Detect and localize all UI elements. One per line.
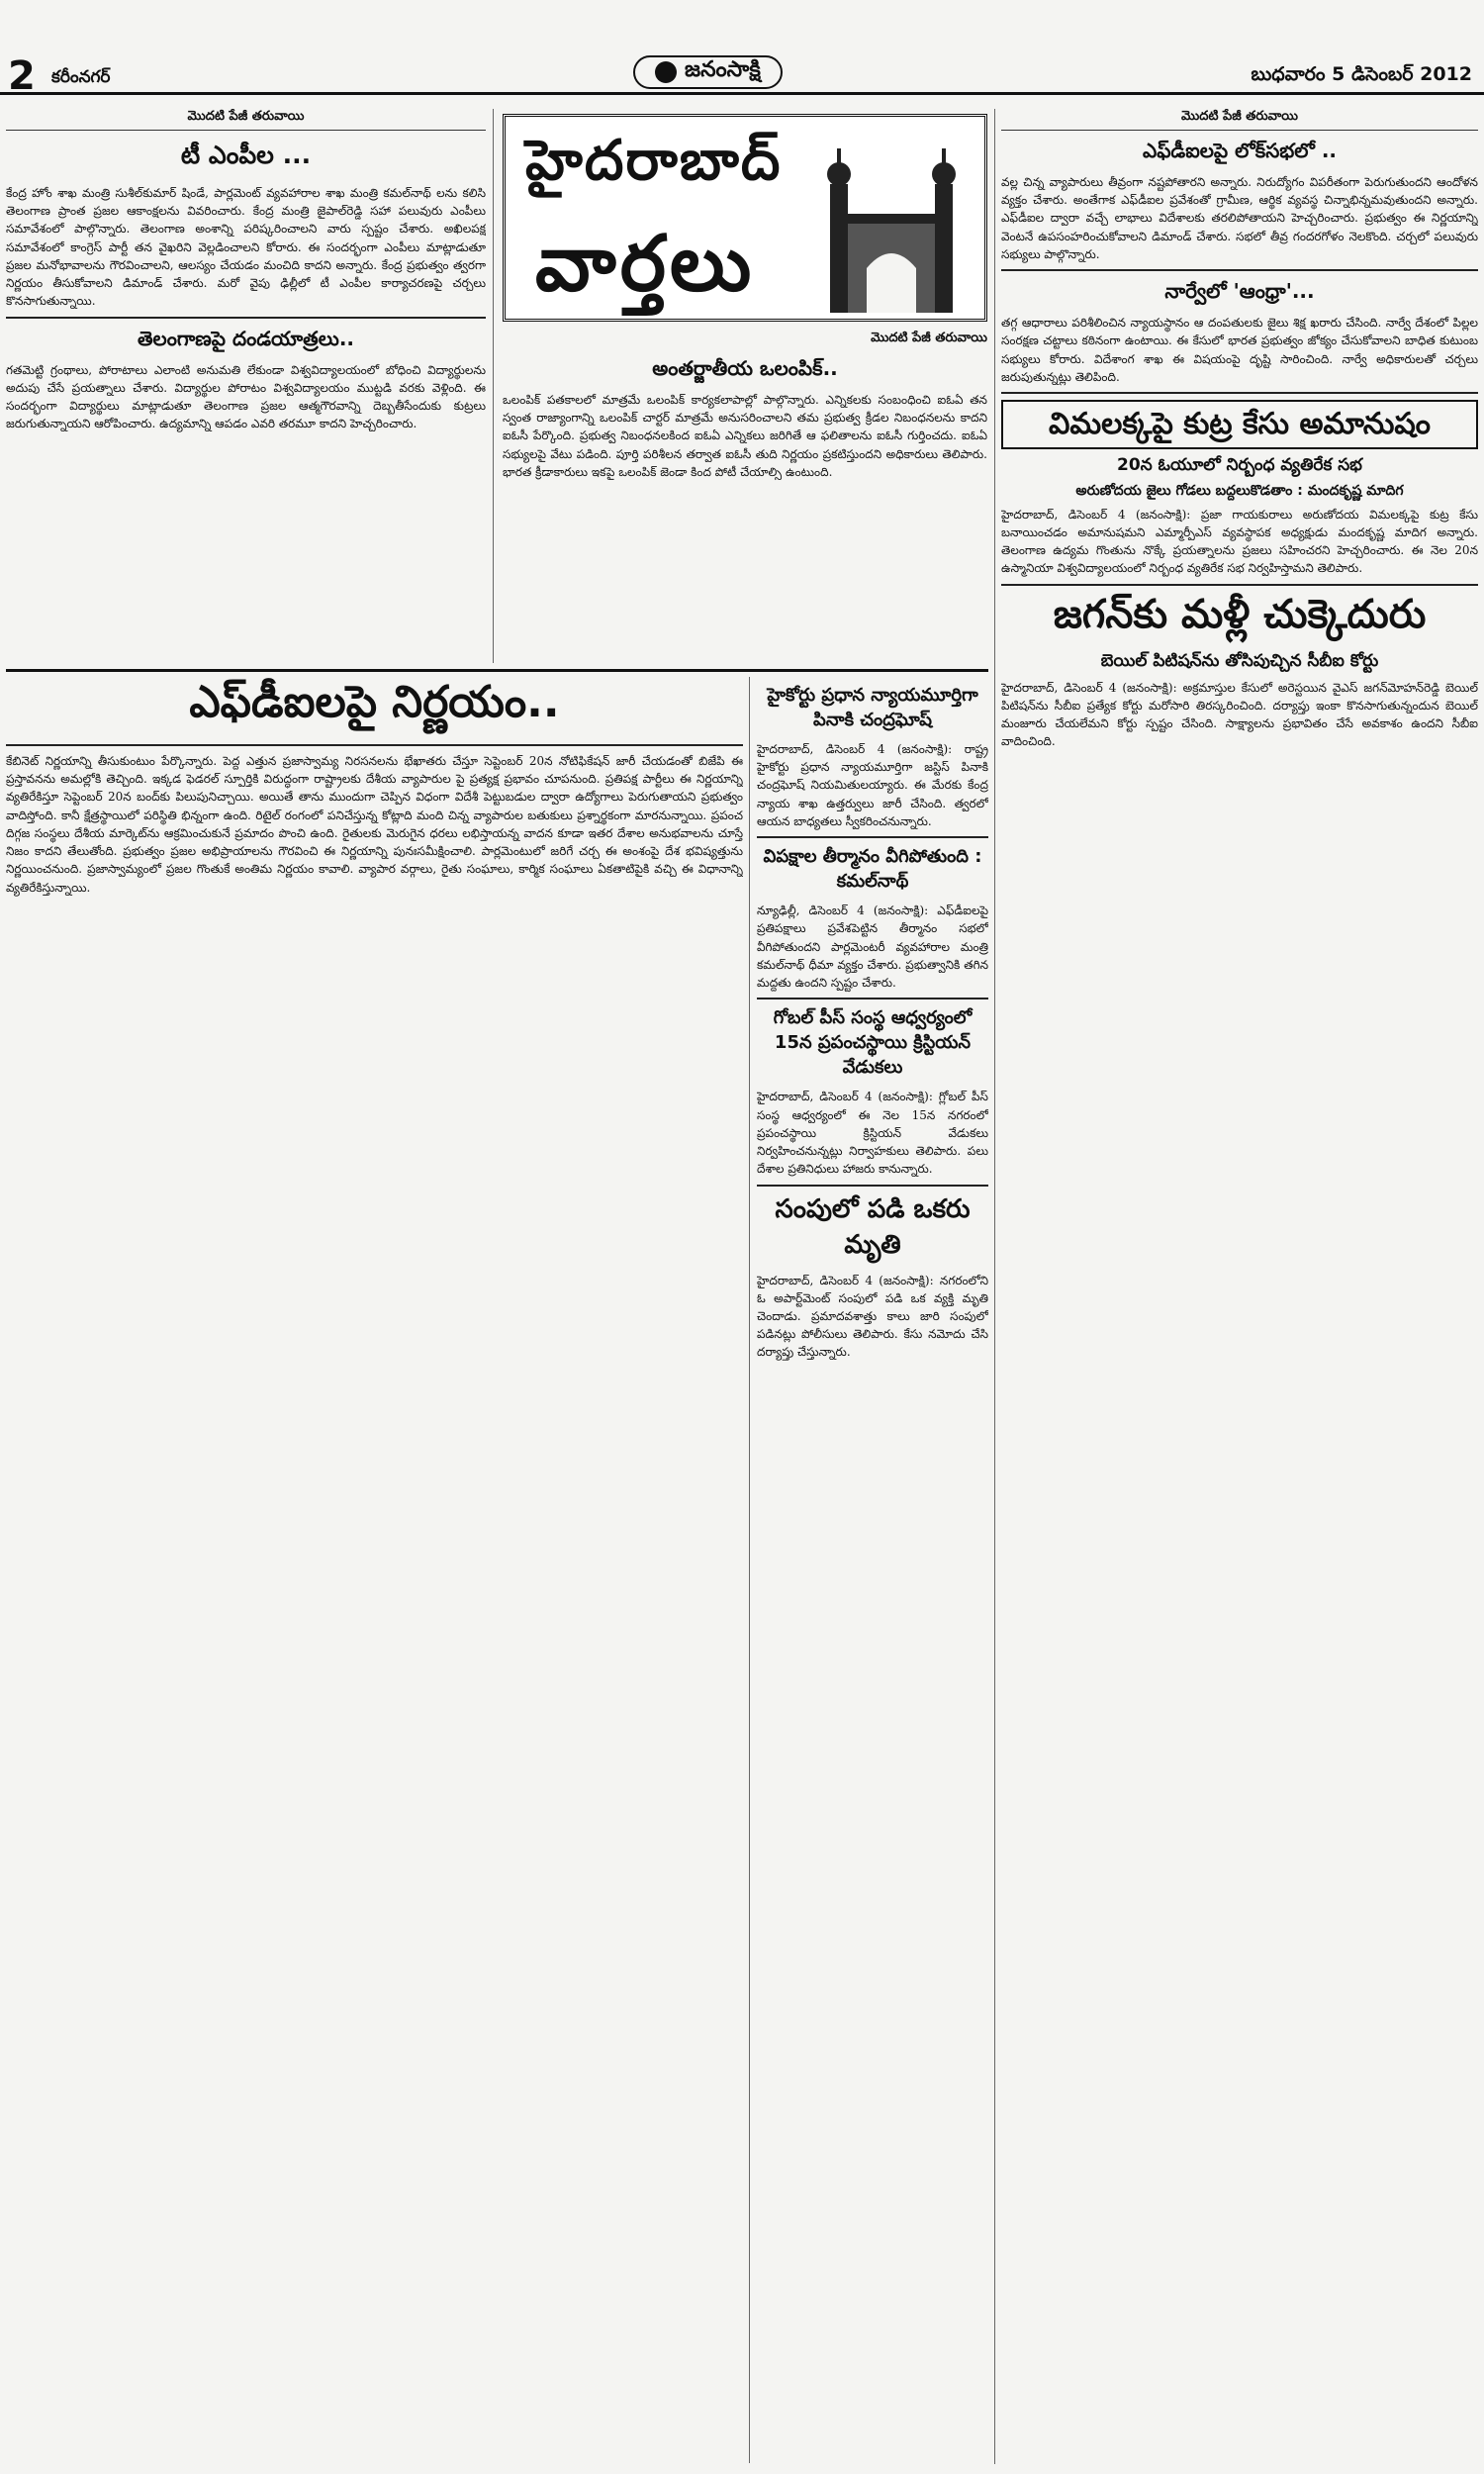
divider	[6, 744, 743, 746]
story-headline: అంతర్జాతీయ ఒలంపిక్..	[652, 356, 838, 380]
column-divider	[493, 109, 494, 663]
side-stories	[757, 677, 988, 2463]
divider	[757, 998, 988, 999]
continued-kicker: మొదటి పేజీ తరువాయి	[1001, 109, 1478, 131]
section-divider	[6, 669, 988, 672]
banner-story	[503, 331, 987, 657]
story-body: హైదరాబాద్, డిసెంబర్ 4 (జనంసాక్షి): రాష్ట్ర హైకోర్టు ప్రధాన న్యాయమూర్తిగా జస్టిస్ పినాకి చంద్రఘోష్ నియమితులయ్యారు. ఈ మేరకు కేంద్ర న్యాయ శాఖ ఉత్తర్వులు జారీ చేసింది. త్వరలో ఆయన బాధ్యతలు స్వీకరించనున్నారు.	[757, 742, 988, 828]
story-body: హైదరాబాద్, డిసెంబర్ 4 (జనంసాక్షి): గ్లోబల్ పీస్ సంస్థ ఆధ్వర్యంలో ఈ నెల 15న నగరంలో ప్రపంచస్థాయి క్రిస్టియన్ వేడుకలు నిర్వహించనున్నట్లు నిర్వాహకులు తెలిపారు. పలు దేశాల ప్రతినిధులు హాజరు కానున్నారు.	[757, 1090, 988, 1177]
masthead	[633, 55, 783, 89]
divider	[6, 317, 486, 319]
story-headline: గోబల్ పీస్ సంస్థ ఆధ్వర్యంలో 15న ప్రపంచస్థాయి క్రిస్టియన్ వేడుకలు	[773, 1007, 973, 1079]
issue-date: బుధవారం 5 డిసెంబర్ 2012	[1251, 63, 1472, 85]
page-number: 2	[8, 53, 36, 99]
divider	[1001, 392, 1478, 394]
page-header	[0, 0, 1484, 99]
hyderabad-news-banner	[503, 114, 987, 322]
column-divider	[994, 109, 995, 2464]
column-divider	[749, 677, 750, 2463]
story-body: వల్ల చిన్న వ్యాపారులు తీవ్రంగా నష్టపోతారని అన్నారు. నిరుద్యోగం విపరీతంగా పెరుగుతుందని ఆందోళన వ్యక్తం చేశారు. అంతేగాక ఎఫ్‌డీఐల ప్రవేశంతో గ్రామీణ, ఆర్థిక వ్యవస్థ చిన్నాభిన్నమవుతుందని అన్నారు. ఎఫ్‌డీఐల ద్వారా వచ్చే లాభాలు విదేశాలకు తరలిపోతాయని హెచ్చరించారు. ప్రభుత్వం ఈ నిర్ణయాన్ని వెంటనే ఉపసంహరించుకోవాలని డిమాండ్ చేశారు. సభలో తీవ్ర గందరగోళం నెలకొంది. చర్చలో పలువురు సభ్యులు పాల్గొన్నారు.	[1001, 175, 1478, 261]
story-headline: ఎఫ్‌డీఐలపై లోక్‌సభలో ..	[1142, 139, 1338, 162]
continued-kicker: మొదటి పేజీ తరువాయి	[6, 109, 486, 131]
story-headline: విపక్షాల తీర్మానం వీగిపోతుంది : కమల్‌నాథ్	[763, 846, 982, 893]
lead-headline: ఎఫ్‌డీఐలపై నిర్ణయం..	[189, 677, 560, 727]
story-subheadline: అరుణోదయ జైలు గోడలు బద్దలుకొడతాం : మందకృష్ణ మాదిగ	[1075, 482, 1404, 499]
left-column	[6, 109, 486, 663]
story-headline: సంపులో పడి ఒకరు మృతి	[775, 1193, 971, 1260]
story-headline: జగన్‌కు మళ్లీ చుక్కెదురు	[1053, 591, 1427, 637]
lead-body: కేబినెట్ నిర్ణయాన్ని తీసుకుంటుం పేర్కొన్నారు. పెద్ద ఎత్తున ప్రజాస్వామ్య నిరసనలను భేఖాతరు చేస్తూ సెప్టెంబర్ 20న నోటిఫికేషన్ జారీ చేయడంతో బిజేపి ఈ ప్రస్తావనను అమల్లోకి తెచ్చింది. ఇక్కడ ఫెడరల్ స్పూర్తికి విరుద్ధంగా రాష్ట్రాలకు దేశీయ వ్యాపారుల పై ప్రత్యక్ష ప్రభావం చూపనుంది. ప్రతిపక్ష పార్టీలు ఈ నిర్ణయాన్ని వ్యతిరేకిస్తూ సెప్టెంబర్ 20న బంద్‌కు పిలుపునిచ్చాయి. అయితే తాను ముందుగా చెప్పిన విధంగా విదేశీ పెట్టుబడుల ద్వారా ఉద్యోగాలు పెరుగుతాయని ప్రభుత్వం వాదిస్తోంది. కానీ క్షేత్రస్థాయిలో పరిస్థితి భిన్నంగా ఉంది. రిటైల్ రంగంలో పనిచేస్తున్న కోట్లాది మంది చిన్న వ్యాపారుల బతుకులు ప్రశ్నార్థకంగా మారనున్నాయి. ప్రపంచ దిగ్గజ సంస్థలు దేశీయ మార్కెట్‌ను ఆక్రమించుకునే ప్రమాదం పొంచి ఉంది. రైతులకు మెరుగైన ధరలు లభిస్తాయన్న వాదన కూడా ఇతర దేశాల అనుభవాలను చూస్తే నిజం కాదని తేలుతోంది. ప్రభుత్వం ప్రజల అభిప్రాయాలను గౌరవించి ఈ నిర్ణయాన్ని పునఃసమీక్షించాలి. పార్లమెంటులో జరిగే చర్చ ఈ అంశంపై దేశ భవిష్యత్తును నిర్ణయించనుంది. ప్రజాస్వామ్యంలో ప్రజల గొంతుకే అంతిమ నిర్ణయం కావాలి. వ్యాపార వర్గాలు, రైతు సంఘాలు, కార్మిక సంఘాలు ఏకతాటిపైకి వచ్చి ఈ విధానాన్ని వ్యతిరేకిస్తున్నాయి.	[6, 754, 743, 895]
boxed-headline	[1001, 400, 1478, 449]
right-column	[1001, 109, 1478, 2464]
story-body: న్యూఢిల్లీ, డిసెంబర్ 4 (జనంసాక్షి): ఎఫ్‌డీఐలపై ప్రతిపక్షాలు ప్రవేశపెట్టిన తీర్మానం సభలో వీగిపోతుందని పార్లమెంటరీ వ్యవహారాల మంత్రి కమల్‌నాథ్ ధీమా వ్యక్తం చేశారు. ప్రభుత్వానికి తగిన మద్దతు ఉందని స్పష్టం చేశారు.	[757, 904, 988, 991]
banner-title: హైదరాబాద్	[525, 129, 783, 193]
story-subheadline: 20న ఓయూలో నిర్బంధ వ్యతిరేక సభ	[1117, 454, 1362, 475]
edition-name: కరీంనగర్	[51, 67, 111, 87]
story-headline: విమలక్కపై కుట్ర కేసు అమానుషం	[1049, 407, 1431, 442]
story-body: హైదరాబాద్, డిసెంబర్ 4 (జనంసాక్షి): నగరంలోని ఓ అపార్ట్‌మెంట్ సంపులో పడి ఒక వ్యక్తి మృతి చెందాడు. ప్రమాదవశాత్తు కాలు జారి సంపులో పడినట్లు పోలీసులు తెలిపారు. కేసు నమోదు చేసి దర్యాప్తు చేస్తున్నారు.	[757, 1273, 988, 1360]
story-body: గతమెట్టి గ్రంథాలు, పోరాటాలు ఎలాంటి అనుమతి లేకుండా విశ్వవిద్యాలయంలో బోధించి విద్యార్థులను అదుపు చేసే ప్రయత్నాలు చేశారు. విద్యార్థుల పోరాటం విశ్వవిద్యాలయం ముట్టడి వరకు వెళ్లింది. ఈ సందర్భంగా విద్యార్థులు మాట్లాడుతూ తెలంగాణ ప్రజల ఆత్మగౌరవాన్ని దెబ్బతీసేందుకు కుట్రలు జరుగుతున్నాయని ఆరోపించారు. ఉద్యమాన్ని ఆపడం ఎవరి తరమూ కాదని హెచ్చరించారు.	[6, 362, 486, 431]
divider	[757, 1185, 988, 1187]
story-body: తగ్గ ఆధారాలు పరిశీలించిన న్యాయస్థానం ఆ దంపతులకు జైలు శిక్ష ఖరారు చేసింది. నార్వే దేశంలో పిల్లల సంరక్షణ చట్టాలు కఠినంగా ఉంటాయి. ఈ కేసులో భారత ప్రభుత్వం జోక్యం చేసుకోవాలని బాధిత కుటుంబ సభ్యులు కోరారు. విదేశాంగ శాఖ ఈ విషయంపై దృష్టి సారించింది. నార్వే అధికారులతో చర్చలు జరుపుతున్నట్లు తెలిపింది.	[1001, 316, 1478, 384]
story-headline: హైకోర్టు ప్రధాన న్యాయమూర్తిగా పినాకి చంద్రఘోష్	[767, 685, 978, 730]
charminar-icon	[812, 144, 971, 313]
story-body: హైదరాబాద్, డిసెంబర్ 4 (జనంసాక్షి): ప్రజా గాయకురాలు అరుణోదయ విమలక్కపై కుట్ర కేసు బనాయించడం అమానుషమని ఎమ్మార్పీఎస్ వ్యవస్థాపక అధ్యక్షుడు మందకృష్ణ మాదిగ అన్నారు. తెలంగాణ ఉద్యమ గొంతును నొక్కే ప్రయత్నాలను ప్రజలు సహించరని హెచ్చరించారు. ఈ నెల 20న ఉస్మానియా విశ్వవిద్యాలయంలో నిర్బంధ వ్యతిరేక సభ నిర్వహిస్తామని తెలిపారు.	[1001, 507, 1478, 576]
divider	[1001, 584, 1478, 586]
story-body: కేంద్ర హోం శాఖ మంత్రి సుశీల్‌కుమార్ షిండే, పార్లమెంట్ వ్యవహారాల శాఖ మంత్రి కమల్‌నాథ్ లను కలిసి తెలంగాణ ప్రాంత ప్రజల ఆకాంక్షలను వివరించారు. కేంద్ర మంత్రి జైపాల్‌రెడ్డి సహా పలువురు ఎంపీలు సమావేశంలో పాల్గొన్నారు. తెలంగాణ అంశాన్ని పరిష్కరించాలని వారు స్పష్టం చేశారు. అఖిలపక్ష సమావేశంలో కాంగ్రెస్ పార్టీ తన వైఖరిని వెల్లడించాలని కోరారు. ఈ సందర్భంగా ఎంపీలు మాట్లాడుతూ ప్రజల మనోభావాలను గౌరవించాలని, ఆలస్యం చేయడం మంచిది కాదని అన్నారు. కేంద్ర ప్రభుత్వం త్వరగా నిర్ణయం తీసుకోవాలని డిమాండ్ చేశారు. మరో వైపు ఢిల్లీలో టీ ఎంపీల కార్యాచరణపై చర్చలు కొనసాగుతున్నాయి.	[6, 186, 486, 309]
banner-subtitle: వార్తలు	[535, 220, 756, 309]
divider	[757, 836, 988, 838]
story-body: హైదరాబాద్, డిసెంబర్ 4 (జనంసాక్షి): అక్రమాస్తుల కేసులో అరెస్టయిన వైఎస్ జగన్‌మోహన్‌రెడ్డి బెయిల్ పిటిషన్‌ను సీబీఐ ప్రత్యేక కోర్టు మరోసారి తిరస్కరించింది. దర్యాప్తు ఇంకా కొనసాగుతున్నందున బెయిల్ మంజూరు చేయలేమని కోర్టు స్పష్టం చేసింది. సాక్ష్యాలను ప్రభావితం చేసే అవకాశం ఉందని సీబీఐ వాదించింది.	[1001, 680, 1478, 749]
continued-kicker: మొదటి పేజీ తరువాయి	[871, 331, 987, 345]
masthead-title: జనంసాక్షి	[685, 57, 761, 82]
story-headline: తెలంగాణపై దండయాత్రలు..	[137, 326, 355, 350]
story-body: ఒలంపిక్ పతకాలలో మాత్రమే ఒలంపిక్ కార్యకలాపాల్లో పాల్గొన్నారు. ఎన్నికలకు సంబంధించి ఐఓఏ తన స్వంత రాజ్యాంగాన్ని ఒలంపిక్ చార్టర్ మాత్రమే అనుసరించాలని తమ ప్రభుత్వ క్రీడల నిబంధనలను కాదని ఐఓసీ పేర్కొంది. ప్రభుత్వ నిబంధనలకింద ఐఓఏ ఎన్నికలు జరిగితే ఆ ఫలితాలను ఐఓసీ గుర్తించదు. ఐఓఏ సభ్యులపై వేటు పడింది. పూర్తి పరిశీలన తర్వాత ఐఓసీ తుది నిర్ణయం ప్రకటిస్తుందని అధికారులు తెలిపారు. భారత క్రీడాకారులు ఇకపై ఒలంపిక్ జెండా కింద పోటీ చేయాల్సి ఉంటుంది.	[503, 393, 987, 479]
masthead-logo-icon	[655, 61, 677, 83]
lead-story	[6, 677, 743, 2463]
story-subheadline: బెయిల్ పిటిషన్‌ను తోసిపుచ్చిన సీబీఐ కోర్టు	[1100, 650, 1379, 671]
story-headline: నార్వేలో 'ఆంధ్రా'...	[1164, 279, 1315, 304]
story-headline: టీ ఎంపీల ...	[180, 141, 312, 169]
divider	[1001, 269, 1478, 271]
